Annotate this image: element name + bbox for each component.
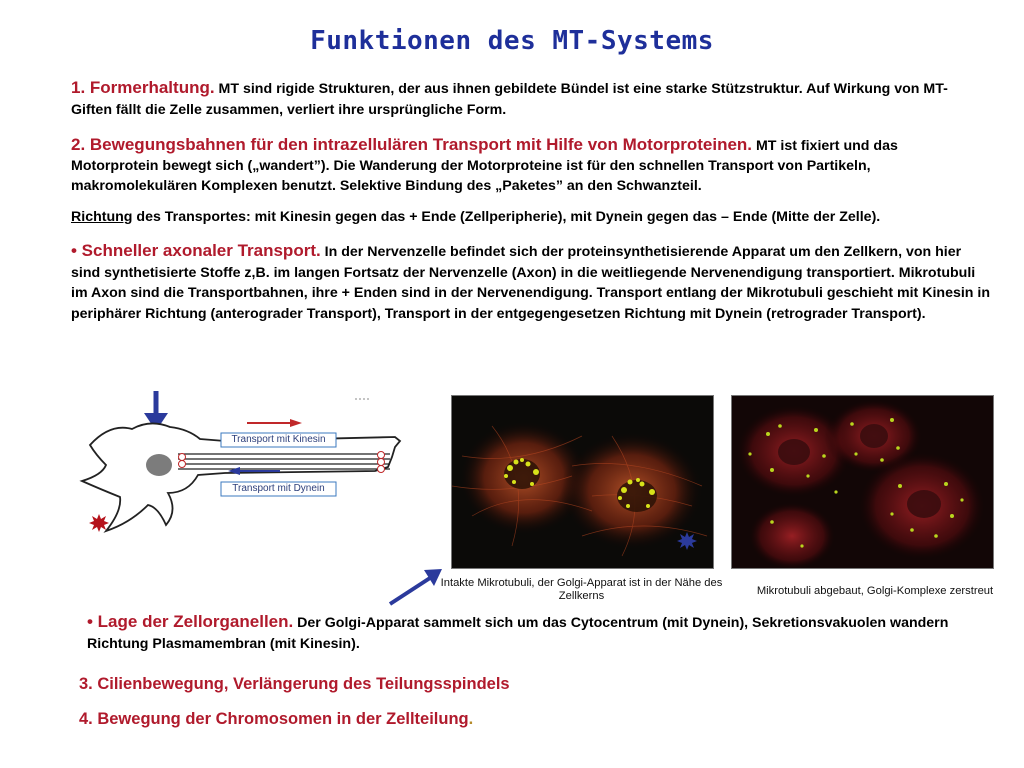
red-star-icon bbox=[89, 514, 109, 532]
section-text: des Transportes: mit Kinesin gegen das + Ende (Zellperipherie), mit Dynein gegen das – Ende (Mitte der Zelle). bbox=[132, 209, 881, 225]
richtung-word: Richtung bbox=[71, 209, 133, 225]
section-text: Der Golgi-Apparat sammelt sich um das Cytocentrum (mit Dynein), Sekretionsvakuolen wandern Richtung Plasmamembran (mit Kinesin). bbox=[87, 615, 949, 652]
heading-dot: . bbox=[209, 78, 215, 97]
photo-caption-intact: Intakte Mikrotubuli, der Golgi-Apparat ist in der Nähe des Zellkerns bbox=[440, 577, 723, 602]
heading-dot: . bbox=[468, 710, 474, 728]
section-bewegungsbahnen bbox=[71, 135, 951, 196]
section-axonal-transport bbox=[71, 241, 991, 324]
page-title: Funktionen des MT-Systems bbox=[310, 26, 714, 56]
section-heading: 4. Bewegung der Chromosomen in der Zellteilung bbox=[79, 710, 469, 728]
section-richtung bbox=[71, 207, 951, 228]
nucleus bbox=[146, 454, 172, 476]
photo-caption-disrupted: Mikrotubuli abgebaut, Golgi-Komplexe zerstreut bbox=[756, 585, 994, 597]
section-zellorganellen bbox=[87, 611, 1007, 655]
section-text: In der Nervenzelle befindet sich der proteinsynthetisierende Apparat um den Zellkern, von hier sind synthetisierte Stoffe z,B. im langen Fortsatz der Nervenzelle (Axon) in die weitliegende Nervenendigung transportiert. Mikrotubuli im Axon sind die Transportbahnen, ihre + Enden sind in der Nervenendigung. Transport entlang der Mikrotubuli geschieht mit Kinesin in periphärer Richtung (anterograder Transport), Transport in der entgegengesetzen Richtung mit Dynein (retrograder Transport). bbox=[71, 244, 991, 322]
section-heading: 1. Formerhaltung bbox=[71, 78, 210, 97]
bullet-heading: • Schneller axonaler Transport. bbox=[71, 241, 321, 260]
section-cilienbewegung: 3. Cilienbewegung, Verlängerung des Teilungsspindels bbox=[79, 675, 510, 693]
microscopy-image-intact bbox=[451, 395, 714, 569]
kinesin-label: Transport mit Kinesin bbox=[231, 434, 326, 445]
section-heading: 2. Bewegungsbahnen für den intrazellulären Transport mit Hilfe von Motorproteinen. bbox=[71, 135, 753, 154]
section-text: MT sind rigide Strukturen, der aus ihnen gebildete Bündel ist eine starke Stützstruktur. Auf Wirkung von MT-Giften fällt die Zelle zusammen, verliert ihre ursprüngliche Form. bbox=[71, 81, 948, 118]
blue-star-icon bbox=[676, 531, 698, 553]
bullet-heading: • Lage der Zellorganellen. bbox=[87, 612, 294, 631]
section-formerhaltung bbox=[71, 77, 951, 121]
section-text: MT ist fixiert und das Motorprotein bewegt sich („wandert”). Die Wanderung der Motorproteine ist für den schnellen Transport von Partikeln, makromolekulären Komplexen benutzt. Selektive Bindung des „Paketes” an den Schwanzteil. bbox=[71, 138, 898, 194]
section-chromosomen bbox=[79, 710, 473, 729]
neuron-transport-diagram bbox=[70, 385, 415, 545]
diagonal-arrow-icon bbox=[386, 566, 446, 608]
dynein-label: Transport mit Dynein bbox=[232, 483, 325, 494]
kinesin-arrow-icon bbox=[247, 419, 302, 427]
microscopy-image-disrupted bbox=[731, 395, 994, 569]
